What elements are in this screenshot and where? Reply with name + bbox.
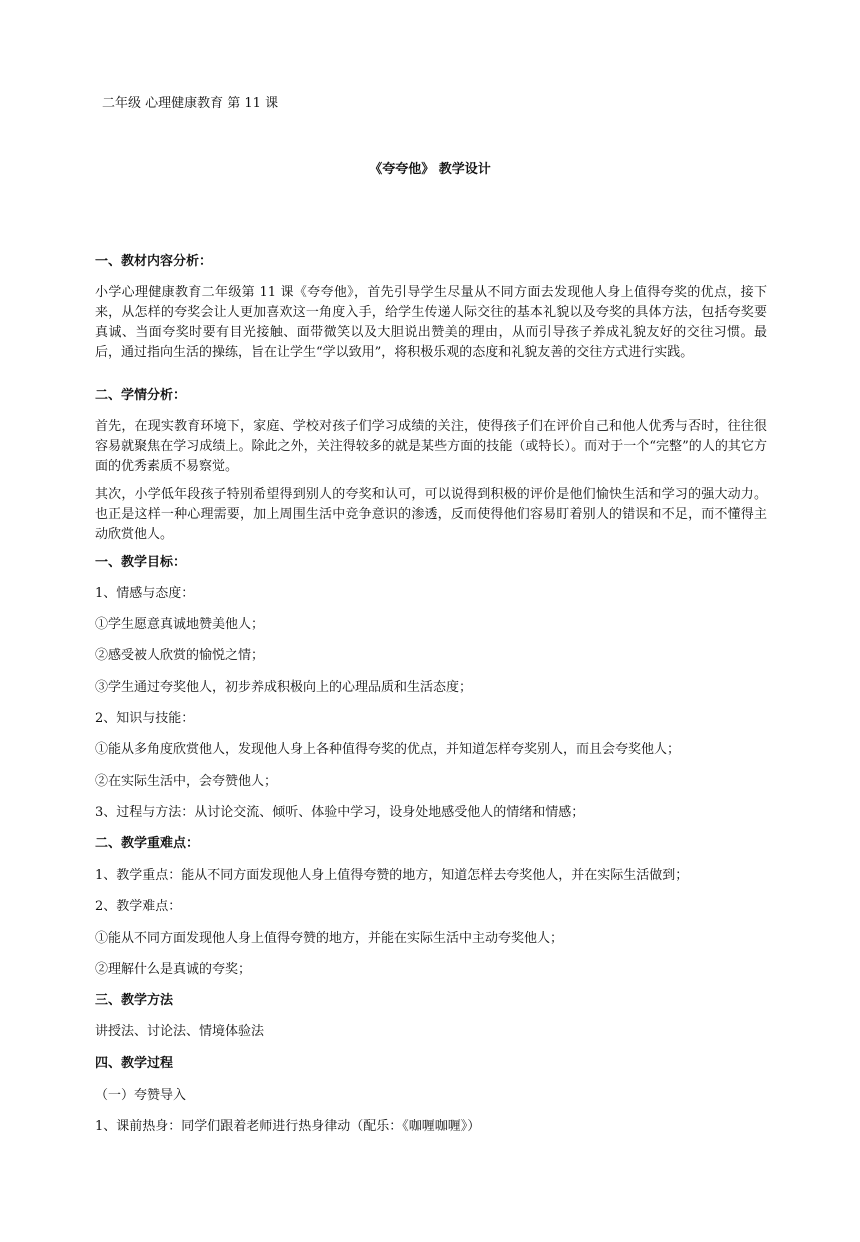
key-item-1: 1、教学重点：能从不同方面发现他人身上值得夸赞的地方，知道怎样去夸奖他人，并在实际生活做到； — [95, 868, 689, 883]
goal-item-3: 3、过程与方法：从讨论交流、倾听、体验中学习，设身处地感受他人的情绪和情感； — [95, 805, 585, 820]
goal-item-2b: ②在实际生活中，会夸赞他人； — [95, 774, 278, 789]
section-heading-key-points: 二、教学重难点： — [95, 836, 200, 851]
section-heading-teaching-goals: 一、教学目标： — [95, 555, 187, 570]
section-heading-material-analysis: 一、教材内容分析： — [95, 254, 213, 269]
key-item-2: 2、教学难点： — [95, 899, 182, 914]
lesson-header: 二年级 心理健康教育 第 11 课 — [102, 96, 279, 111]
paragraph-student-analysis-2: 其次，小学低年段孩子特别希望得到别人的夸奖和认可，可以说得到积极的评价是他们愉快生活和学习的强大动力。也正是这样一种心理需要，加上周围生活中竞争意识的渗透，反而使得他们容易盯着别人的错误和不足，而不懂得主动欣赏他人。 — [95, 487, 767, 542]
section-heading-student-analysis: 二、学情分析： — [95, 388, 187, 403]
goal-item-1c: ③学生通过夸奖他人，初步养成积极向上的心理品质和生活态度； — [95, 680, 473, 695]
goal-item-1a: ①学生愿意真诚地赞美他人； — [95, 617, 265, 632]
goal-item-2a: ①能从多角度欣赏他人，发现他人身上各种值得夸奖的优点，并知道怎样夸奖别人，而且会夸奖他人； — [95, 742, 681, 757]
paragraph-student-analysis-1: 首先，在现实教育环境下，家庭、学校对孩子们学习成绩的关注，使得孩子们在评价自己和他人优秀与否时，往往很容易就聚焦在学习成绩上。除此之外，关注得较多的就是某些方面的技能（或特长）。而对于一个“完整”的人的其它方面的优秀素质不易察觉。 — [95, 419, 767, 474]
teaching-methods-text: 讲授法、讨论法、情境体验法 — [95, 1024, 265, 1039]
process-step-1: （一）夸赞导入 — [95, 1088, 187, 1103]
process-step-1a: 1、课前热身：同学们跟着老师进行热身律动（配乐：《咖喱咖喱》） — [95, 1119, 481, 1134]
section-heading-teaching-process: 四、教学过程 — [95, 1056, 174, 1071]
key-item-2b: ②理解什么是真诚的夸奖； — [95, 962, 252, 977]
document-title: 《夸夸他》 教学设计 — [369, 162, 491, 177]
key-item-2a: ①能从不同方面发现他人身上值得夸赞的地方，并能在实际生活中主动夸奖他人； — [95, 931, 564, 946]
goal-item-1b: ②感受被人欣赏的愉悦之情； — [95, 648, 265, 663]
section-heading-teaching-methods: 三、教学方法 — [95, 993, 174, 1008]
goal-item-1: 1、情感与态度： — [95, 586, 195, 601]
paragraph-material-analysis: 小学心理健康教育二年级第 11 课《夸夸他》，首先引导学生尽量从不同方面去发现他人身上值得夸奖的优点，接下来，从怎样的夸奖会让人更加喜欢这一角度入手，给学生传递人际交往的基本礼貌以及夸奖的具体方法，包括夸奖要真诚、当面夸奖时要有目光接触、面带微笑以及大胆说出赞美的理由，从而引导孩子养成礼貌友好的交往习惯。最后，通过指向生活的操练，旨在让学生“学以致用”，将积极乐观的态度和礼貌友善的交往方式进行实践。 — [95, 285, 767, 360]
goal-item-2: 2、知识与技能： — [95, 711, 195, 726]
